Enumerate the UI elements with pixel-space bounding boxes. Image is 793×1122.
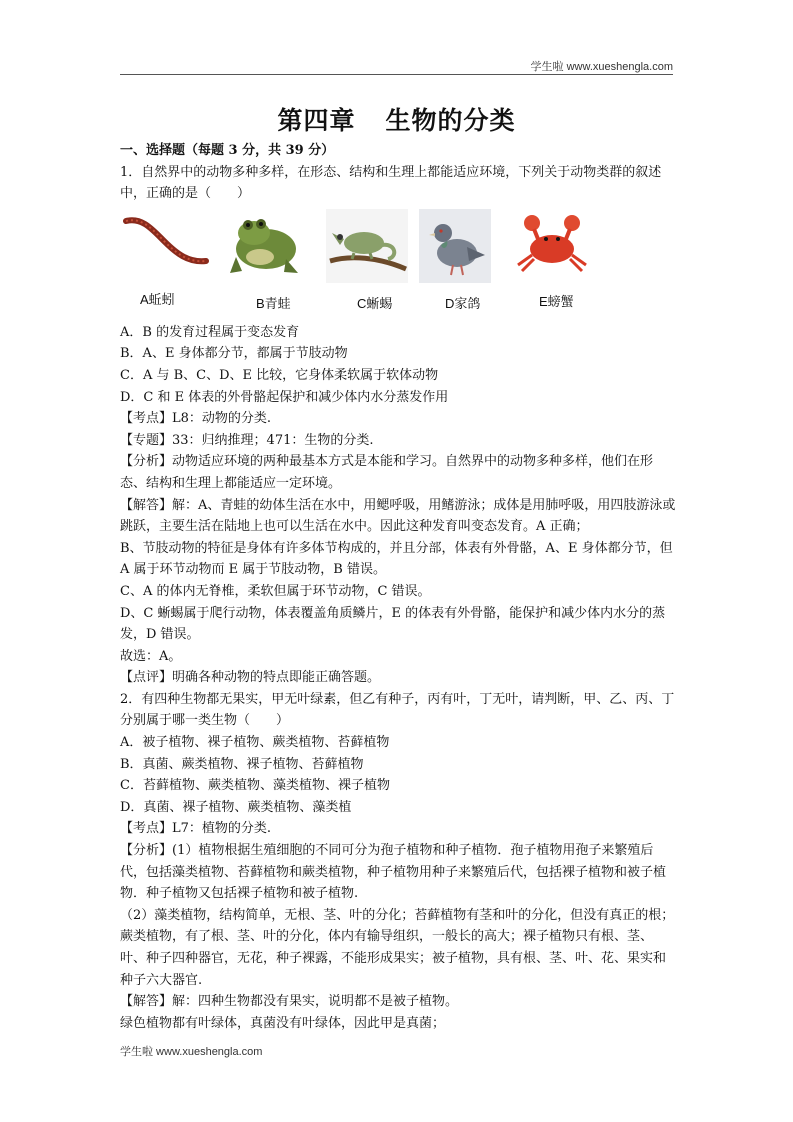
q2-stem: 2．有四种生物都无果实，甲无叶绿素，但乙有种子，丙有叶，丁无叶，请判断，甲、乙、丙、丁分别属于哪一类生物（ ）	[120, 691, 675, 729]
q2-option-c: C．苔藓植物、蕨类植物、藻类植物、裸子植物	[120, 778, 390, 794]
page-title	[0, 101, 793, 137]
section-heading: 一、选择题（每题 3 分，共 39 分）	[120, 143, 335, 158]
q1-option-d: D．C 和 E 体表的外骨骼起保护和减少体内水分蒸发作用	[120, 389, 449, 405]
q1-stem: 1．自然界中的动物多种多样，在形态、结构和生理上都能适应环境，下列关于动物类群的叙述中，正确的是（ ）	[120, 164, 662, 202]
q2-option-b: B．真菌、蕨类植物、裸子植物、苔藓植物	[120, 756, 364, 772]
q1-answer-choice: 故选：A。	[120, 648, 182, 664]
q1-kaodian: 【考点】L8：动物的分类.	[120, 411, 272, 427]
caption-crab: E螃蟹	[539, 293, 574, 309]
q1-option-c: C．A 与 B、C、D、E 比较，它身体柔软属于软体动物	[120, 367, 439, 383]
caption-pigeon: D家鸽	[445, 295, 481, 311]
q1-answer-c: C、A 的体内无脊椎，柔软但属于环节动物，C 错误。	[120, 583, 431, 599]
q2-answer-1: 【解答】解：四种生物都没有果实，说明都不是被子植物。	[120, 994, 459, 1010]
q1-zhuanti: 【专题】33：归纳推理；471：生物的分类.	[120, 432, 374, 448]
q2-kaodian: 【考点】L7：植物的分类.	[120, 821, 272, 837]
page-footer: 学生啦 www.xueshengla.com	[120, 1046, 263, 1058]
q1-animal-pictures	[120, 209, 676, 322]
q2-option-a: A．被子植物、裸子植物、蕨类植物、苔藓植物	[120, 735, 390, 751]
crab-picture	[512, 209, 592, 279]
q2-analysis-2: （2）藻类植物，结构简单，无根、茎、叶的分化；苔藓植物有茎和叶的分化，但没有真正的根；蕨类植物，有了根、茎、叶的分化，体内有输导组织，一般长的高大；裸子植物只有根、茎、叶、种子四种器官，无花，种子裸露，不能形成果实；被子植物，具有根、茎、叶、花、果实和种子六大器官.	[120, 907, 675, 988]
q2-answer-2: 绿色植物都有叶绿体，真菌没有叶绿体，因此甲是真菌；	[120, 1015, 446, 1031]
lizard-picture	[326, 209, 408, 283]
caption-earthworm: A蚯蚓	[140, 291, 175, 307]
title-topic: 生物的分类	[385, 106, 516, 135]
page-header: 学生啦 www.xueshengla.com	[530, 61, 673, 73]
caption-lizard: C蜥蜴	[357, 295, 393, 311]
q1-option-a: A．B 的发育过程属于变态发育	[120, 324, 300, 340]
q1-answer-b: B、节肢动物的特征是身体有许多体节构成的，并且分部，体表有外骨骼，A、E 身体都分节，但 A 属于环节动物而 E 属于节肢动物，B 错误。	[120, 540, 673, 578]
q2-analysis-1: 【分析】(1）植物根据生殖细胞的不同可分为孢子植物和种子植物．孢子植物用孢子来繁殖后代，包括藻类植物、苔藓植物和蕨类植物，种子植物用种子来繁殖后代，包括裸子植物和被子植物．种子植物又包括裸子植物和被子植物.	[120, 843, 667, 902]
q1-analysis: 【分析】动物适应环境的两种最基本方式是本能和学习。自然界中的动物多种多样，他们在形态、结构和生理上都能适应一定环境。	[120, 454, 654, 491]
earthworm-picture	[122, 211, 210, 281]
header-divider	[120, 74, 673, 75]
q2-option-d: D．真菌、裸子植物、蕨类植物、藻类植	[120, 799, 352, 815]
caption-frog: B青蛙	[256, 295, 291, 311]
title-chapter: 第四章	[277, 106, 356, 135]
q1-answer-d: D、C 蜥蜴属于爬行动物，体表覆盖角质鳞片，E 的体表有外骨骼，能保护和减少体内水分的蒸发，D 错误。	[120, 605, 666, 643]
document-body	[120, 140, 676, 1034]
q1-answer-a: 【解答】解：A、青蛙的幼体生活在水中，用鳃呼吸，用鳍游泳；成体是用肺呼吸，用四肢游泳或跳跃，主要生活在陆地上也可以生活在水中。因此这种发育叫变态发育。A 正确；	[120, 497, 676, 535]
frog-picture	[224, 209, 304, 279]
q1-comment: 【点评】明确各种动物的特点即能正确答题。	[120, 670, 381, 686]
pigeon-picture	[419, 209, 491, 283]
q1-option-b: B．A、E 身体都分节，都属于节肢动物	[120, 346, 348, 362]
